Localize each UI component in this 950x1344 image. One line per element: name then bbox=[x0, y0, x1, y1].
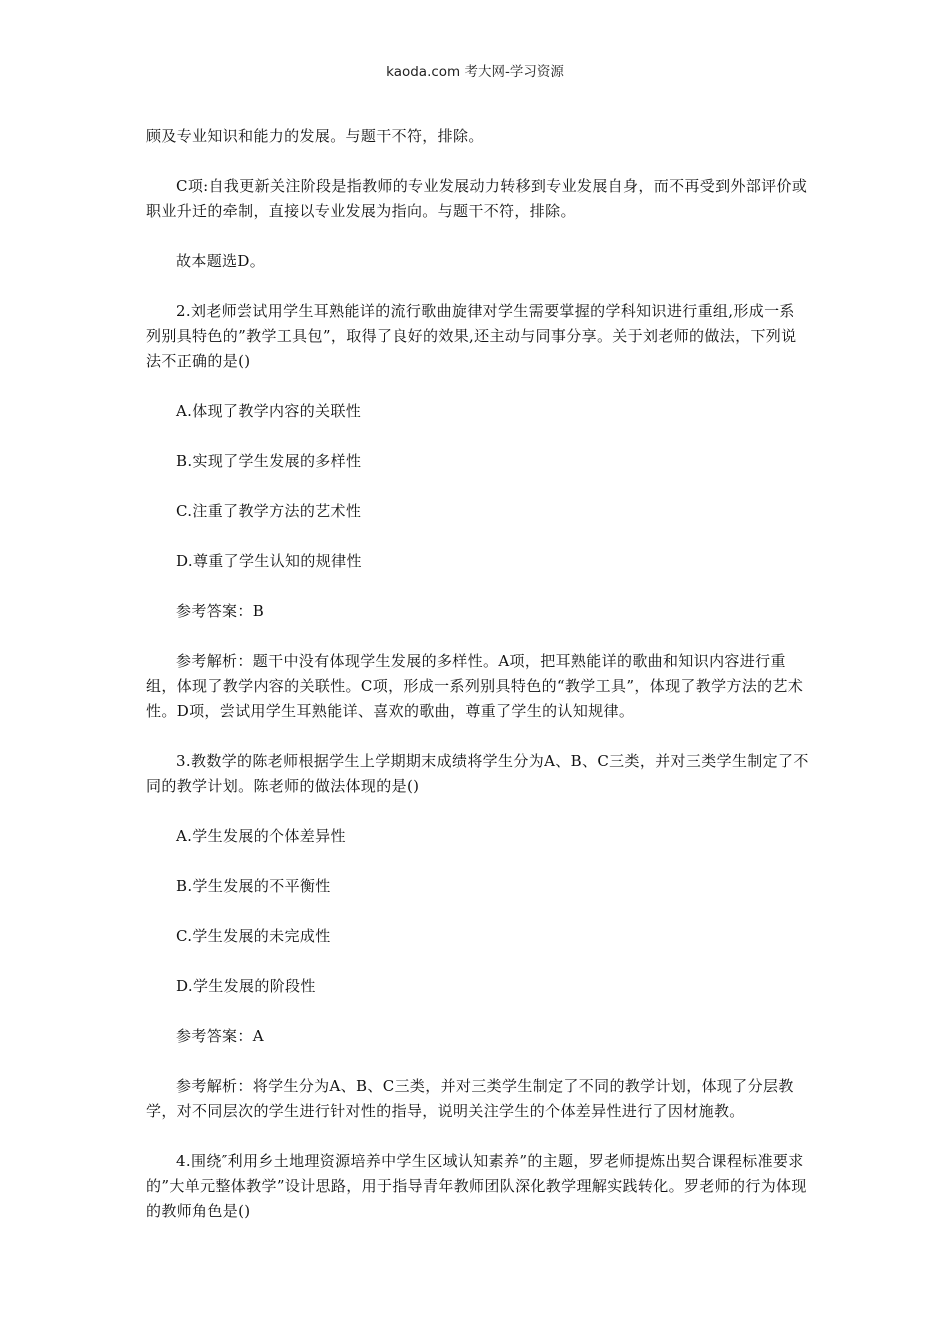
question-3-stem: 3.教数学的陈老师根据学生上学期期末成绩将学生分为A、B、C三类，并对三类学生制定了不同的教学计划。陈老师的做法体现的是() bbox=[146, 752, 809, 795]
paragraph-option-c-explanation: C项:自我更新关注阶段是指教师的专业发展动力转移到专业发展自身，而不再受到外部评价或职业升迁的牵制，直接以专业发展为指向。与题干不符，排除。 bbox=[146, 177, 808, 220]
question-2-analysis: 参考解析：题干中没有体现学生发展的多样性。A项，把耳熟能详的歌曲和知识内容进行重组，体现了教学内容的关联性。C项，形成一系列别具特色的“教学工具”，体现了教学方法的艺术性。D项，尝试用学生耳熟能详、喜欢的歌曲，尊重了学生的认知规律。 bbox=[146, 652, 804, 720]
question-3-option-a: A.学生发展的个体差异性 bbox=[176, 827, 346, 845]
question-2-option-c: C.注重了教学方法的艺术性 bbox=[176, 502, 362, 520]
question-4-stem: 4.围绕″利用乡土地理资源培养中学生区域认知素养”的主题，罗老师提炼出契合课程标准要求的”大单元整体教学”设计思路，用于指导青年教师团队深化教学理解实践转化。罗老师的行为体现的教师角色是() bbox=[146, 1152, 807, 1220]
question-3-option-d: D.学生发展的阶段性 bbox=[176, 977, 316, 995]
question-3-option-b: B.学生发展的不平衡性 bbox=[176, 877, 331, 895]
question-3-answer: 参考答案：A bbox=[176, 1027, 264, 1045]
document-body bbox=[146, 124, 810, 1249]
question-2-option-b: B.实现了学生发展的多样性 bbox=[176, 452, 362, 470]
question-2-option-d: D.尊重了学生认知的规律性 bbox=[176, 552, 362, 570]
question-2-stem: 2.刘老师尝试用学生耳熟能详的流行歌曲旋律对学生需要掌握的学科知识进行重组,形成一系列别具特色的”教学工具包”，取得了良好的效果,还主动与同事分享。关于刘老师的做法，下列说法不正确的是() bbox=[146, 302, 797, 370]
page-header: kaoda.com 考大网-学习资源 bbox=[386, 64, 564, 80]
paragraph-continuation: 顾及专业知识和能力的发展。与题干不符，排除。 bbox=[146, 127, 484, 145]
question-3-option-c: C.学生发展的未完成性 bbox=[176, 927, 331, 945]
question-2-answer: 参考答案：B bbox=[176, 602, 265, 620]
question-2-option-a: A.体现了教学内容的关联性 bbox=[176, 402, 362, 420]
paragraph-answer-conclusion: 故本题选D。 bbox=[176, 252, 266, 270]
question-3-analysis: 参考解析：将学生分为A、B、C三类，并对三类学生制定了不同的教学计划，体现了分层教学，对不同层次的学生进行针对性的指导，说明关注学生的个体差异性进行了因材施教。 bbox=[146, 1077, 794, 1120]
